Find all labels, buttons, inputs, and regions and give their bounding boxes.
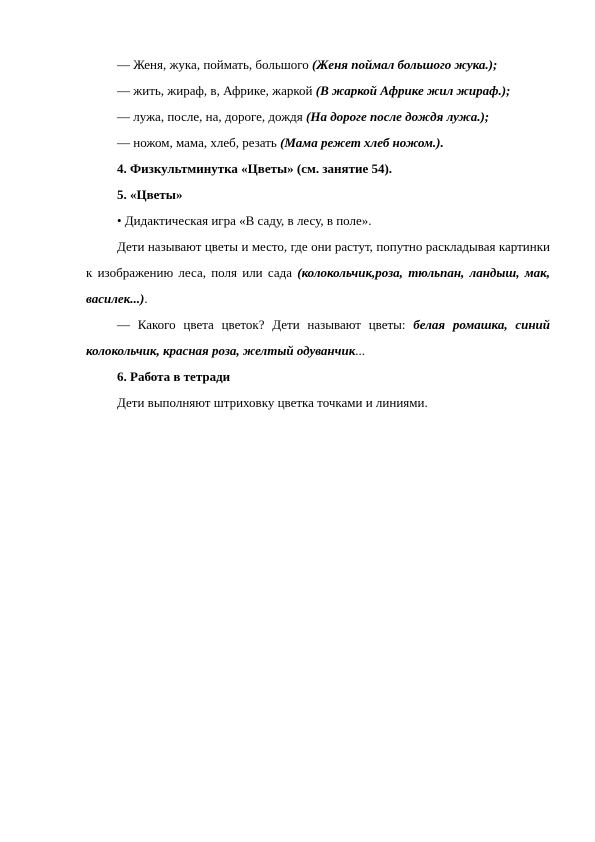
- section-heading: 4. Физкультминутка «Цветы» (см. занятие 54).: [117, 161, 393, 176]
- paragraph-didactic-game: [86, 208, 550, 234]
- paragraph-heading-fizkultminutka: [86, 156, 550, 182]
- paragraph-sentence-zhenya: [86, 52, 550, 78]
- body-text: — ножом, мама, хлеб, резать: [117, 135, 281, 150]
- emphasized-text: (На дороге после дождя лужа.);: [306, 109, 490, 124]
- section-heading: 5. «Цветы»: [117, 187, 183, 202]
- body-text: — жить, жираф, в, Африке, жаркой: [117, 83, 316, 98]
- body-text: — Женя, жука, поймать, большого: [117, 57, 313, 72]
- body-text: ...: [355, 343, 366, 358]
- emphasized-text: (Мама режет хлеб ножом.).: [280, 135, 444, 150]
- body-text: Дети называют цветы и место, где они растут, попутно раскладывая картинки к изображению леса, поля или сада: [86, 239, 550, 280]
- paragraph-heading-notebook: [86, 364, 550, 390]
- paragraph-heading-tsvety: [86, 182, 550, 208]
- emphasized-text: (колокольчик,роза, тюльпан, ландыш, мак, василек...): [86, 265, 550, 306]
- body-text: — лужа, после, на, дороге, дождя: [117, 109, 307, 124]
- emphasized-text: (В жаркой Африке жил жираф.);: [315, 83, 511, 98]
- body-text: • Дидактическая игра «В саду, в лесу, в поле».: [117, 213, 372, 228]
- paragraph-sentence-khleb: [86, 130, 550, 156]
- document-body: [86, 52, 550, 416]
- emphasized-text: (Женя поймал большого жука.);: [312, 57, 498, 72]
- body-text: Дети выполняют штриховку цветка точками и линиями.: [117, 395, 428, 410]
- paragraph-sentence-zhiraf: [86, 78, 550, 104]
- section-heading: 6. Работа в тетради: [117, 369, 231, 384]
- paragraph-hatching: [86, 390, 550, 416]
- paragraph-children-name-flowers: [86, 234, 550, 312]
- body-text: .: [144, 291, 148, 306]
- body-text: — Какого цвета цветок? Дети называют цветы:: [117, 317, 414, 332]
- emphasized-text: белая ромашка, синий колокольчик, красная роза, желтый одуванчик: [86, 317, 550, 358]
- paragraph-sentence-luzha: [86, 104, 550, 130]
- paragraph-question-color: [86, 312, 550, 364]
